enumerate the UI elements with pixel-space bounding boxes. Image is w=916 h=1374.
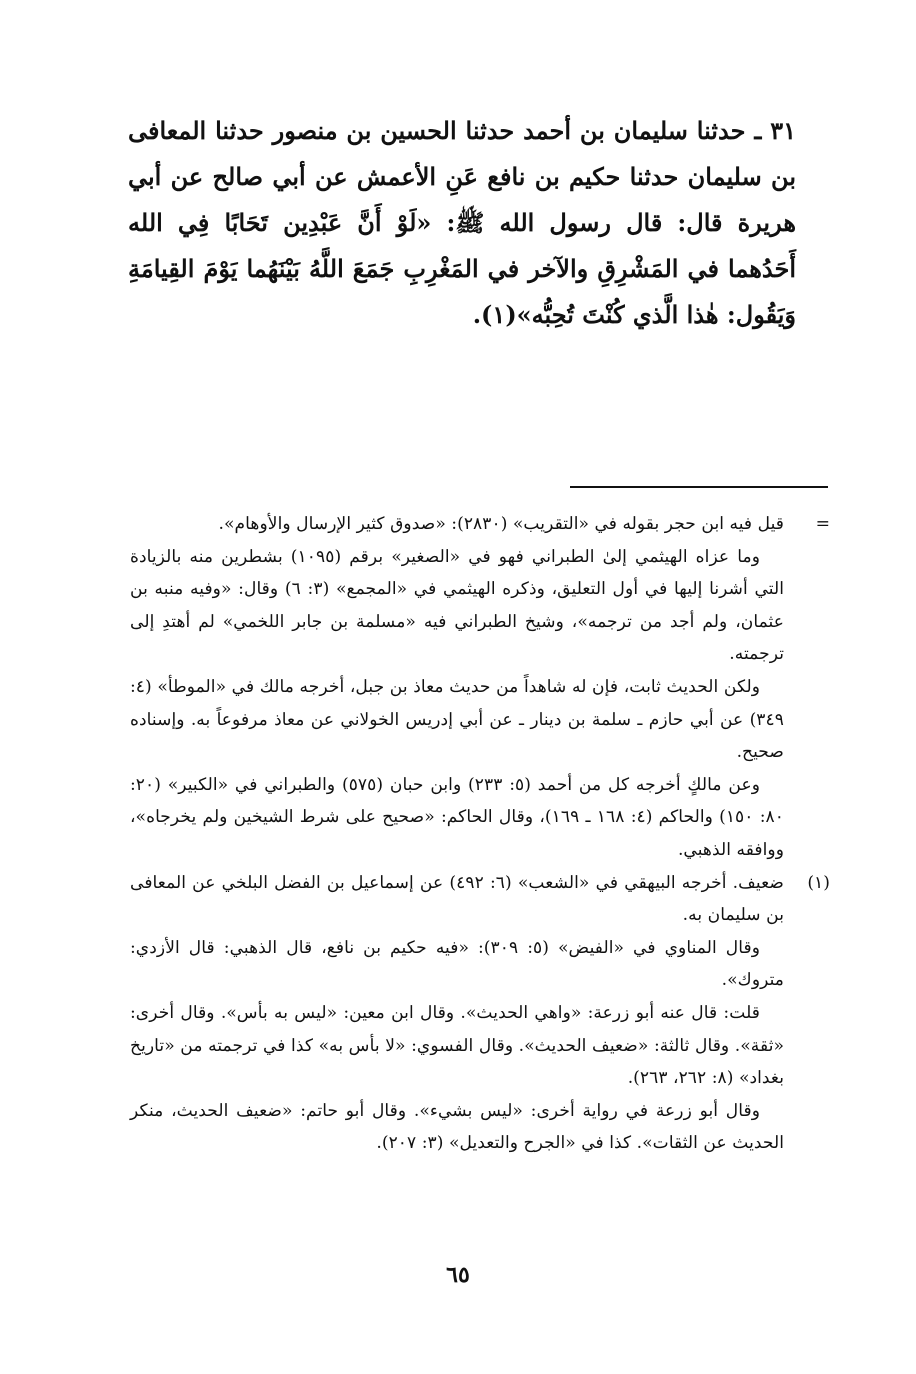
page-number: ٦٥ [446,1262,470,1288]
hadith-number: ٣١ ـ [754,116,797,145]
footnote-1-marker: (١) [807,872,830,893]
hadith-text [128,108,796,338]
footnote-paragraph: ولكن الحديث ثابت، فإن له شاهداً من حديث معاذ بن جبل، أخرجه مالك في «الموطأ» (٤: ٣٤٩) عن أبي حازم ـ سلمة بن دينار ـ عن أبي إدريس الخولاني عن معاذ مرفوعاً به. وإسناده صحيح. [130,676,784,763]
footnote-paragraph: قيل فيه ابن حجر بقوله في «التقريب» (٢٨٣٠): «صدوق كثير الإرسال والأوهام». [218,514,784,534]
footnote-continuation [130,508,830,867]
footnote-paragraph: قلت: قال عنه أبو زرعة: «واهي الحديث». وقال ابن معين: «ليس به بأس». وقال أخرى: «ثقة». وقال ثالثة: «ضعيف الحديث». وقال الفسوي: «لا بأس به» كذا في ترجمته من «تاريخ بغداد» (٨: ٢٦٢، ٢٦٣). [130,1002,784,1089]
continuation-marker: = [815,514,830,534]
footnote-paragraph: وما عزاه الهيثمي إلىٰ الطبراني فهو في «الصغير» برقم (١٠٩٥) بشطرين منه بالزيادة التي أشرنا إليها في أول التعليق، وذكره الهيثمي في «المجمع» (٣: ٦) وقال: «وفيه منبه بن عثمان، ولم أجد من ترجمه»، وشيخ الطبراني فيه «مسلمة بن جابر اللخمي» لم أهتدِ إلى ترجمته. [130,546,784,665]
hadith-body: حدثنا سليمان بن أحمد حدثنا الحسين بن منصور حدثنا المعافى بن سليمان حدثنا حكيم بن نافع عَنِ الأعمش عن أبي صالح عن أبي هريرة قال: قال رسول الله ﷺ: «لَوْ أَنَّ عَبْدِين تَحَابًا فِي الله أَحَدُهما في المَشْرِقِ والآخر في المَغْرِبِ جَمَعَ اللَّهُ بَيْنَهُما يَوْمَ القِيامَةِ وَيَقُول: هٰذا الَّذي كُنْتَ تُحِبُّه»(١). [128,116,796,329]
footnote-paragraph: وقال أبو زرعة في رواية أخرى: «ليس بشيء». وقال أبو حاتم: «ضعيف الحديث، منكر الحديث عن الثقات». كذا في «الجرح والتعديل» (٣: ٢٠٧). [130,1100,784,1154]
hadith-paragraph [128,108,796,338]
footnote-1 [130,867,830,1160]
footnotes-section [130,508,830,1160]
footnote-divider [570,486,828,488]
footnote-paragraph: ضعيف. أخرجه البيهقي في «الشعب» (٦: ٤٩٢) عن إسماعيل بن الفضل البلخي عن المعافى بن سليمان به. [130,872,784,926]
footnote-paragraph: وقال المناوي في «الفيض» (٥: ٣٠٩): «فيه حكيم بن نافع، قال الذهبي: قال الأزدي: متروك». [130,937,784,991]
footnote-paragraph: وعن مالكٍ أخرجه كل من أحمد (٥: ٢٣٣) وابن حبان (٥٧٥) والطبراني في «الكبير» (٢٠: ٨٠: ١٥٠) والحاكم (٤: ١٦٨ ـ ١٦٩)، وقال الحاكم: «صحيح على شرط الشيخين ولم يخرجاه»، ووافقه الذهبي. [130,774,784,860]
